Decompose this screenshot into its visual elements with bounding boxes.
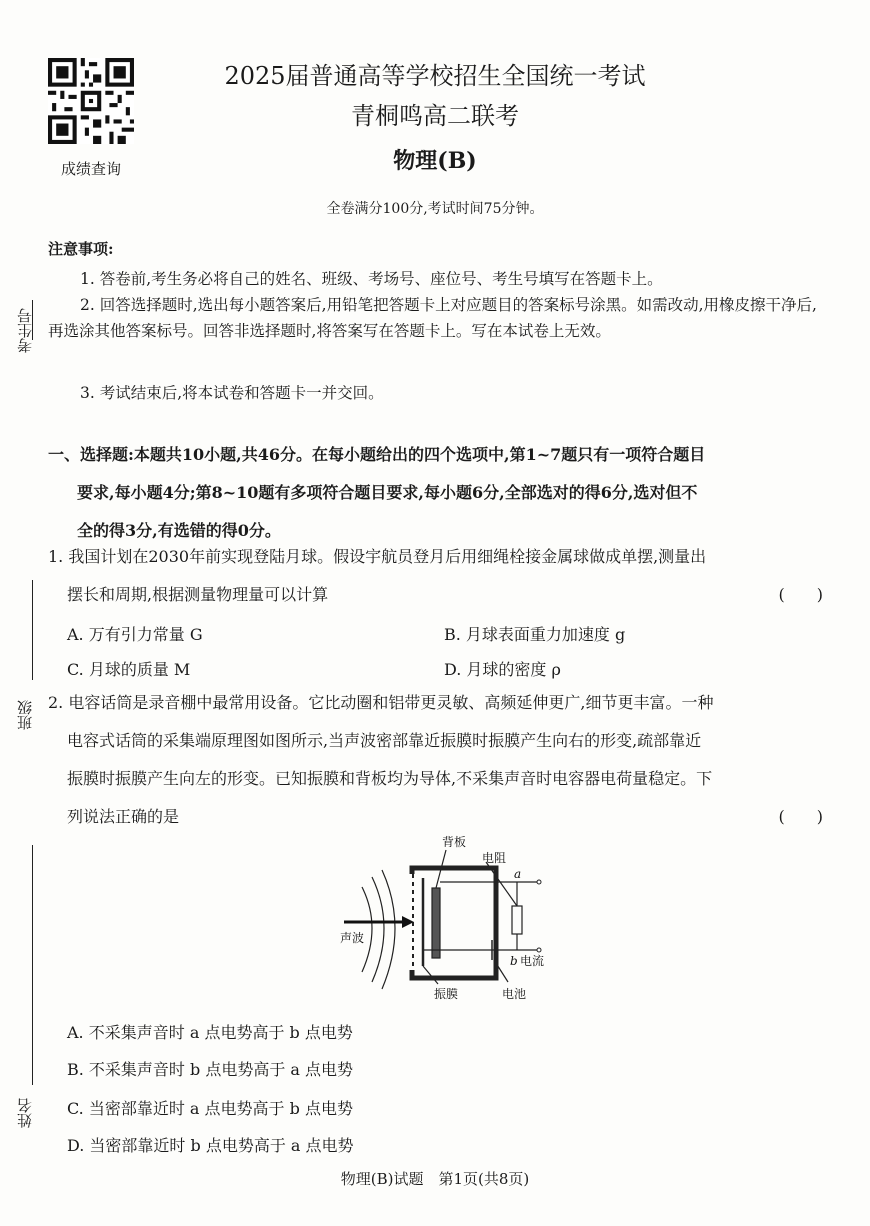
section-heading <box>48 436 823 550</box>
question-stem-line: 2. 电容话筒是录音棚中最常用设备。它比动圈和铝带更灵敏、高频延伸更广,细节更丰富。一种 <box>48 693 714 712</box>
label-back-plate: 背板 <box>442 835 467 849</box>
section-heading-line: 全的得3分,有选错的得0分。 <box>77 521 281 540</box>
back-plate <box>432 888 440 958</box>
exam-info: 全卷满分100分,考试时间75分钟。 <box>326 201 544 217</box>
terminal-b <box>537 948 541 952</box>
class-line <box>32 580 33 680</box>
terminal-a <box>537 880 541 884</box>
option-b: B. 不采集声音时 b 点电势高于 a 点电势 <box>67 1060 354 1079</box>
leader-resistor <box>486 862 517 906</box>
label-diaphragm: 振膜 <box>434 987 459 1001</box>
leader-diaphragm <box>423 966 438 984</box>
note-item: 3. 考试结束后,将本试卷和答题卡一并交回。 <box>80 384 384 402</box>
answer-paren: ( ) <box>778 807 823 826</box>
notes-title: 注意事项: <box>48 240 114 258</box>
question-stem-line: 振膜时振膜产生向左的形变。已知振膜和背板均为导体,不采集声音时电容器电荷量稳定。下 <box>67 769 713 788</box>
label-resistor: 电阻 <box>482 851 507 865</box>
exam-subtitle: 青桐鸣高二联考 <box>351 102 519 130</box>
page-footer: 物理(B)试题 第1页(共8页) <box>340 1170 530 1188</box>
housing <box>412 868 496 978</box>
resistor <box>512 906 522 934</box>
side-label-name: 姓名 <box>16 1098 34 1128</box>
label-point-b: b <box>510 954 518 968</box>
answer-paren: ( ) <box>778 585 823 604</box>
label-point-a: a <box>514 867 522 881</box>
note-item: 1. 答卷前,考生务必将自己的姓名、班级、考场号、座位号、考生号填写在答题卡上。 <box>80 270 663 288</box>
question-stem-line: 列说法正确的是 <box>67 807 180 826</box>
option-d: D. 月球的密度 ρ <box>444 660 561 679</box>
label-sound-wave: 声波 <box>340 931 365 945</box>
name-line <box>32 845 33 1085</box>
option-d: D. 当密部靠近时 b 点电势高于 a 点电势 <box>67 1136 354 1155</box>
subject-title: 物理(B) <box>393 148 477 174</box>
section-heading-line: 一、选择题:本题共10小题,共46分。在每小题给出的四个选项中,第1~7题只有一项符合题目 <box>48 445 706 464</box>
sound-wave-arc <box>372 877 384 982</box>
microphone-circuit-diagram <box>334 832 554 1004</box>
label-battery: 电池 <box>502 987 527 1001</box>
question-2 <box>48 684 823 836</box>
label-current: 电流 <box>520 954 545 968</box>
sound-wave-arc <box>362 887 372 972</box>
note-item: 2. 回答选择题时,选出每小题答案后,用铅笔把答题卡上对应题目的答案标号涂黑。如需改动,用橡皮擦干净后,再选涂其他答案标号。回答非选择题时,将答案写在答题卡上。写在本试卷上无效。 <box>48 296 817 340</box>
side-label-class: 班级 <box>16 700 34 730</box>
section-heading-line: 要求,每小题4分;第8~10题有多项符合题目要求,每小题6分,全部选对的得6分,选对但不 <box>77 483 698 502</box>
question-stem-line: 摆长和周期,根据测量物理量可以计算 <box>67 585 329 604</box>
option-a: A. 万有引力常量 G <box>67 625 203 644</box>
exam-title: 2025届普通高等学校招生全国统一考试 <box>224 62 646 90</box>
option-b: B. 月球表面重力加速度 g <box>444 625 626 644</box>
question-stem-line: 1. 我国计划在2030年前实现登陆月球。假设宇航员登月后用细绳栓接金属球做成单摆,测量出 <box>48 547 707 566</box>
qr-caption: 成绩查询 <box>60 160 121 178</box>
option-c: C. 月球的质量 M <box>67 660 191 679</box>
question-stem-line: 电容式话筒的采集端原理图如图所示,当声波密部靠近振膜时振膜产生向右的形变,疏部靠近 <box>67 731 702 750</box>
option-c: C. 当密部靠近时 a 点电势高于 b 点电势 <box>67 1099 353 1118</box>
question-1 <box>48 538 823 614</box>
option-a: A. 不采集声音时 a 点电势高于 b 点电势 <box>67 1023 353 1042</box>
side-label-exam-number: 考生号 <box>16 308 34 353</box>
